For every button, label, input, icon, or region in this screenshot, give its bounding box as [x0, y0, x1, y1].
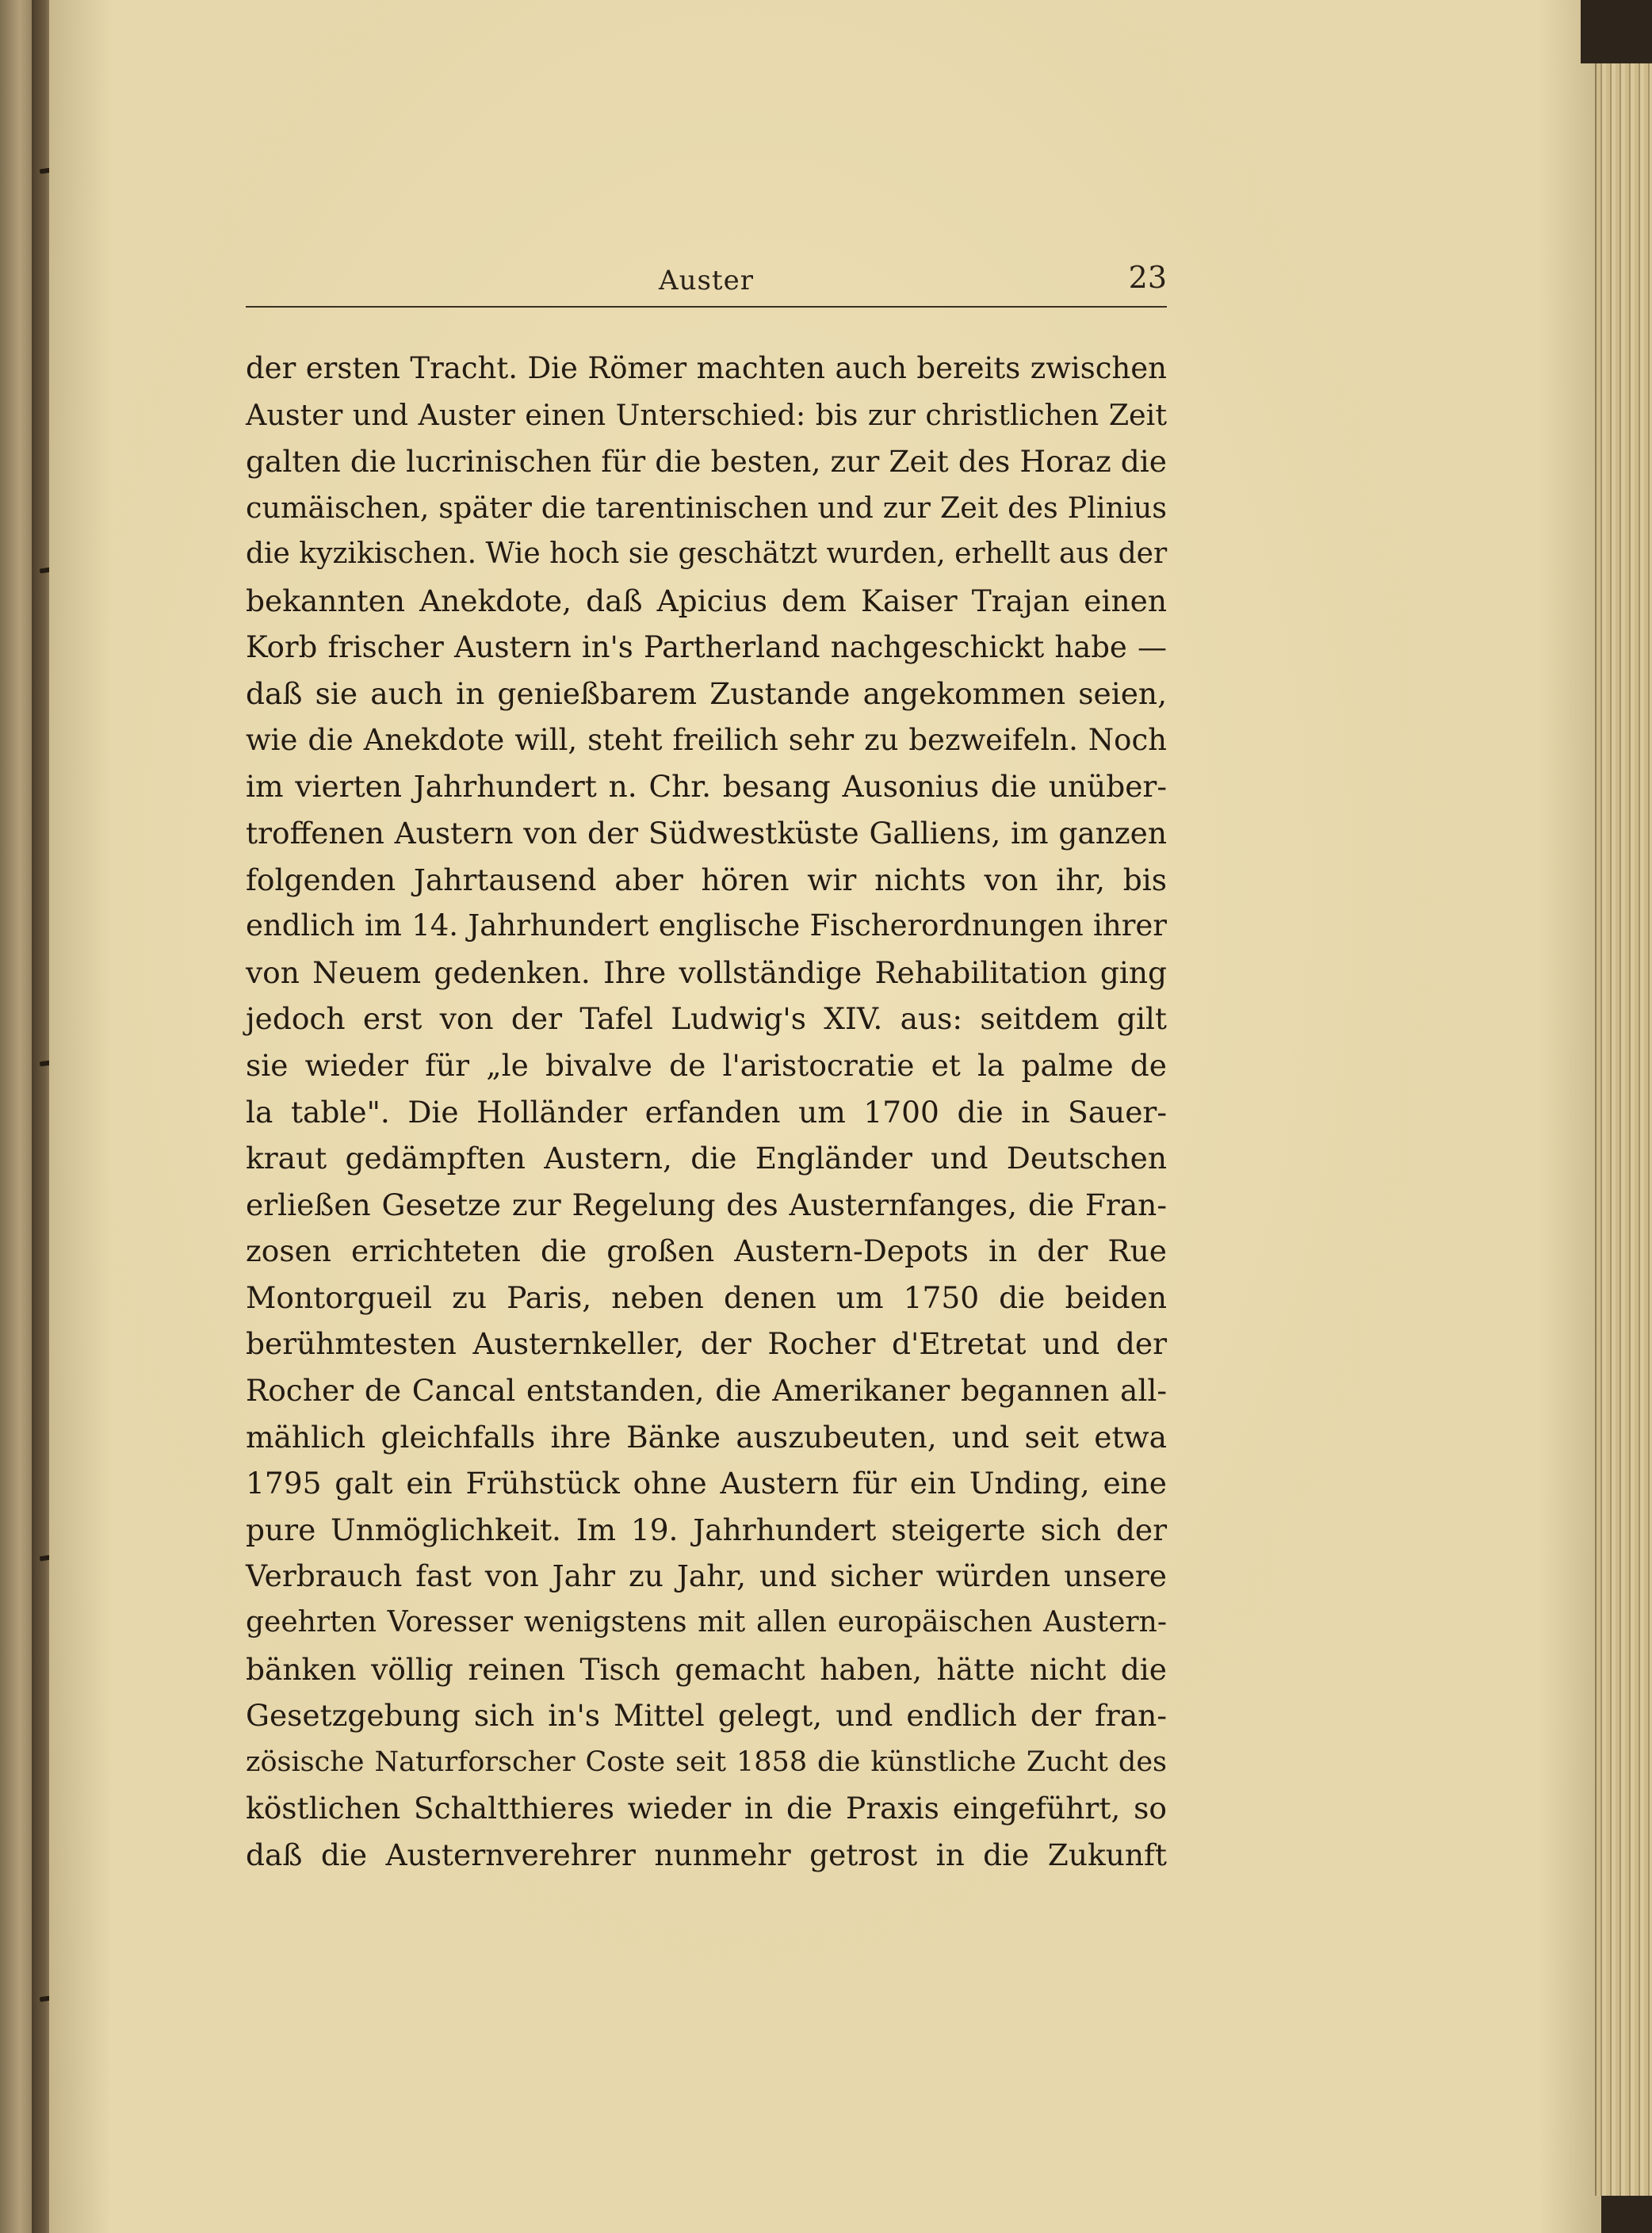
- text-line: wie die Anekdote will, steht freilich sehr zu bezweifeln. Noch: [246, 722, 1167, 757]
- text-line: endlich im 14. Jahrhundert englische Fischerordnungen ihrer: [246, 908, 1167, 943]
- text-line: Rocher de Cancal entstanden, die Amerikaner begannen all-: [246, 1373, 1167, 1409]
- text-line: erließen Gesetze zur Regelung des Austernfanges, die Fran-: [246, 1187, 1167, 1222]
- text-line: bänken völlig reinen Tisch gemacht haben, hätte nicht die: [246, 1651, 1167, 1687]
- text-line: mählich gleichfalls ihre Bänke auszubeuten, und seit etwa: [246, 1419, 1167, 1455]
- background-corner: [1581, 0, 1652, 63]
- text-line: berühmtesten Austernkeller, der Rocher d'Etretat und der: [246, 1326, 1167, 1362]
- text-line: zosen errichteten die großen Austern-Depots in der Rue: [246, 1233, 1167, 1269]
- text-line: daß die Austernverehrer nunmehr getrost in die Zukunft: [246, 1837, 1167, 1872]
- body-text: [246, 346, 1167, 1879]
- text-line: von Neuem gedenken. Ihre vollständige Rehabilitation ging: [246, 954, 1167, 990]
- page-number: 23: [1128, 260, 1167, 295]
- text-line: jedoch erst von der Tafel Ludwig's XIV. aus: seitdem gilt: [246, 1001, 1167, 1037]
- page-header: [246, 262, 1167, 308]
- text-line: galten die lucrinischen für die besten, zur Zeit des Horaz die: [246, 444, 1167, 480]
- text-line: geehrten Voresser wenigstens mit allen europäischen Austern-: [246, 1606, 1167, 1639]
- text-line: im vierten Jahrhundert n. Chr. besang Ausonius die unüber-: [246, 769, 1167, 805]
- text-line: Verbrauch fast von Jahr zu Jahr, und sicher würden unsere: [246, 1558, 1167, 1594]
- running-head: Auster: [659, 265, 754, 296]
- text-line: cumäischen, später die tarentinischen und zur Zeit des Plinius: [246, 490, 1167, 525]
- text-line: der ersten Tracht. Die Römer machten auch bereits zwischen: [246, 351, 1167, 385]
- text-line: zösische Naturforscher Coste seit 1858 die künstliche Zucht des: [246, 1745, 1167, 1778]
- text-line: sie wieder für „le bivalve de l'aristocratie et la palme de: [246, 1047, 1167, 1083]
- text-line: la table". Die Holländer erfanden um 1700 die in Sauer-: [246, 1094, 1167, 1130]
- text-line: bekannten Anekdote, daß Apicius dem Kaiser Trajan einen: [246, 583, 1167, 618]
- text-line: daß sie auch in genießbarem Zustande angekommen seien,: [246, 676, 1167, 712]
- text-line: kraut gedämpften Austern, die Engländer und Deutschen: [246, 1141, 1167, 1176]
- text-line: Auster und Auster einen Unterschied: bis zur christlichen Zeit: [246, 397, 1167, 432]
- text-line: pure Unmöglichkeit. Im 19. Jahrhundert steigerte sich der: [246, 1512, 1167, 1547]
- text-line: folgenden Jahrtausend aber hören wir nichts von ihr, bis: [246, 862, 1167, 897]
- text-line: Montorgueil zu Paris, neben denen um 1750 die beiden: [246, 1279, 1167, 1315]
- text-line: die kyzikischen. Wie hoch sie geschätzt wurden, erhellt aus der: [246, 537, 1168, 571]
- text-line: troffenen Austern von der Südwestküste Galliens, im ganzen: [246, 815, 1167, 851]
- page-edges: [1595, 55, 1652, 2196]
- text-line: Gesetzgebung sich in's Mittel gelegt, und endlich der fran-: [246, 1698, 1167, 1734]
- text-line: Korb frischer Austern in's Partherland nachgeschickt habe —: [246, 629, 1167, 664]
- text-line: 1795 galt ein Frühstück ohne Austern für ein Unding, eine: [246, 1466, 1167, 1501]
- text-line: köstlichen Schaltthieres wieder in die Praxis eingeführt, so: [246, 1791, 1167, 1826]
